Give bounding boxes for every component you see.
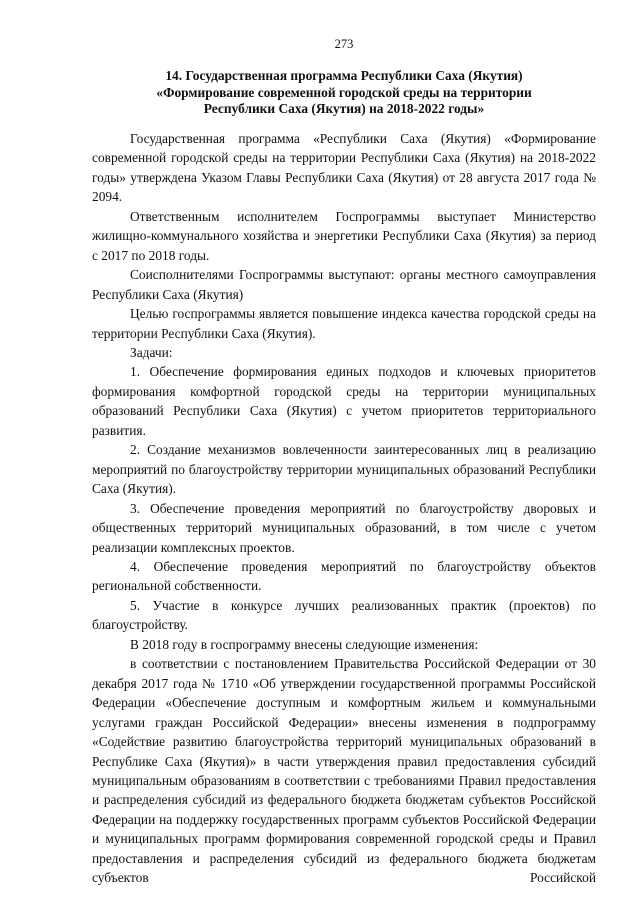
task-item: 3. Обеспечение проведения мероприятий по благоустройству дворовых и общественных территорий муниципальных образований, в том числе с учетом реализации комплексных проектов. [92, 500, 596, 555]
heading-line: Республики Саха (Якутия) на 2018-2022 годы» [203, 101, 485, 116]
page-number: 273 [334, 37, 354, 51]
heading-line: «Формирование современной городской среды на территории [156, 84, 532, 100]
paragraph: в соответствии с постановлением Правительства Российской Федерации от 30 декабря 2017 года № 1710 «Об утверждении государственной программы Российской Федерации «Обеспечение доступным и комфортным жильем и коммунальными услугами граждан Российской Федерации» внесены изменения в подпрограмму «Содействие развитию благоустройства территорий муниципальных образований в Республике Саха (Якутия)» в части утверждения правил предоставления субсидий муниципальным образованиям в соответствии с требованиями Правил предоставления и распределения субсидий из федерального бюджета бюджетам субъектов Российской Федерации на поддержку государственных программ субъектов Российской Федерации и муниципальных программ формирования современной городской среды и Правил предоставления и распределения субсидий из федерального бюджета бюджетам субъектов Российской [92, 656, 596, 886]
task-item: 4. Обеспечение проведения мероприятий по благоустройству объектов региональной собственности. [92, 558, 596, 594]
paragraph: Целью госпрограммы является повышение индекса качества городской среды на территории Республики Саха (Якутия). [92, 306, 596, 341]
paragraph: Государственная программа «Республики Саха (Якутия) «Формирование современной городской среды на территории Республики Саха (Якутия) на 2018-2022 годы» утверждена Указом Главы Республики Саха (Якутия) от 28 августа 2017 года № 2094. [92, 131, 596, 205]
paragraph: Соисполнителями Госпрограммы выступают: органы местного самоуправления Республики Саха (Якутия) [92, 267, 596, 302]
task-item: 2. Создание механизмов вовлеченности заинтересованных лиц в реализацию мероприятий по благоустройству территории муниципальных образований Республики Саха (Якутия). [92, 442, 596, 497]
paragraph: Ответственным исполнителем Госпрограммы выступает Министерство жилищно-коммунального хозяйства и энергетики Республики Саха (Якутия) за период с 2017 по 2018 годы. [92, 208, 596, 263]
task-item: 1. Обеспечение формирования единых подходов и ключевых приоритетов формирования комфортной городской среды на территории муниципальных образований Республики Саха (Якутия) с учетом приоритетов территориального развития. [92, 364, 596, 438]
heading-line: 14. Государственная программа Республики Саха (Якутия) [165, 68, 523, 83]
section-heading [92, 68, 596, 118]
task-item: 5. Участие в конкурсе лучших реализованных практик (проектов) по благоустройству. [92, 597, 596, 633]
body-text [92, 129, 596, 888]
paragraph: В 2018 году в госпрограмму внесены следующие изменения: [130, 636, 479, 652]
paragraph: Задачи: [130, 344, 173, 360]
